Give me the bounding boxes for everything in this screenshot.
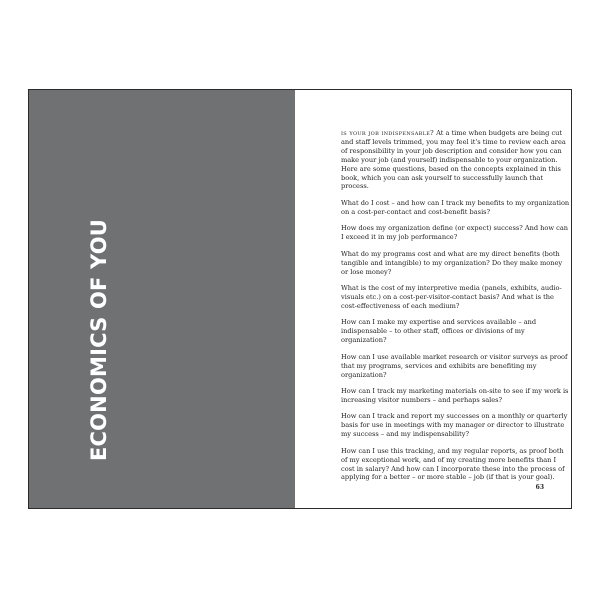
intro-paragraph <box>341 129 571 191</box>
question-paragraph: How can I use available market research or visitor surveys as proof that my programs, services and exhibits are benefiting my organization? <box>341 352 568 379</box>
book-spread <box>28 89 572 509</box>
question-paragraph: How can I track and report my successes on a monthly or quarterly basis for use in meetings with my manager or director to illustrate my success – and my indispensability? <box>341 412 568 439</box>
left-page-panel <box>29 90 295 508</box>
page-body <box>341 129 571 490</box>
question-paragraph: What do I cost – and how can I track my benefits to my organization on a cost-per-contact and cost-benefit basis? <box>341 198 570 216</box>
question-paragraph: How can I track my marketing materials on-site to see if my work is increasing visitor numbers – and perhaps sales? <box>341 387 569 404</box>
question-paragraph: How does my organization define (or expect) success? And how can I exceed it in my job performance? <box>341 224 568 242</box>
right-page <box>295 90 571 508</box>
chapter-title: ECONOMICS OF YOU <box>87 218 111 462</box>
intro-lead: is your job indispensable? <box>341 129 435 137</box>
question-paragraph: How can I use this tracking, and my regular reports, as proof both of my exceptional work, and of my creating more benefits than I cost in salary? And how can I incorporate these into the process of applying for a better – or more stable – job (if that is your goal). <box>341 446 565 482</box>
question-paragraph: What is the cost of my interpretive media (panels, exhibits, audio-visuals etc.) on a cost-per-visitor-contact basis? And what is the cost-effectiveness of each medium? <box>341 284 562 310</box>
question-paragraph: What do my programs cost and what are my direct benefits (both tangible and intangible) to my organization? Do they make money or lose money? <box>341 249 563 276</box>
question-paragraph: How can I make my expertise and services available – and indispensable – to other staff, offices or divisions of my organization? <box>341 318 537 345</box>
page-number: 63 <box>535 484 544 491</box>
intro-text: At a time when budgets are being cut and staff levels trimmed, you may feel it's time to review each area of responsibility in your job description and consider how you can make your job (and yourself) indispensable to your organization. Here are some questions, based on the concepts explained in this book, which you can ask yourself to successfully launch that process. <box>341 129 566 191</box>
